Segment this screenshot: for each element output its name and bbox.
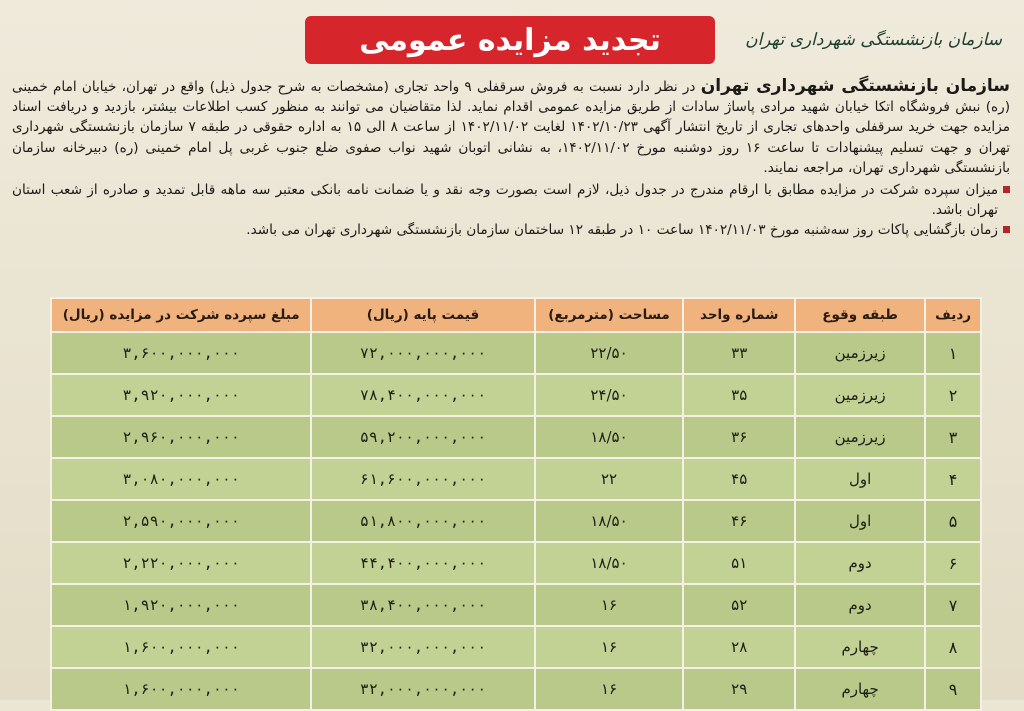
cell-row-number: ۱ bbox=[925, 332, 981, 374]
ad-header bbox=[0, 6, 1024, 72]
table-row bbox=[51, 542, 981, 584]
cell-area: ۱۸/۵۰ bbox=[535, 500, 684, 542]
cell-row-number: ۵ bbox=[925, 500, 981, 542]
table-row bbox=[51, 626, 981, 668]
cell-row-number: ۸ bbox=[925, 626, 981, 668]
cell-floor: اول bbox=[795, 500, 925, 542]
header-deposit: مبلغ سپرده شرکت در مزایده (ریال) bbox=[51, 298, 311, 332]
org-logo-text: سازمان بازنشستگی شهرداری تهران bbox=[745, 30, 1002, 50]
cell-floor: چهارم bbox=[795, 626, 925, 668]
opening-time-condition: زمان بازگشایی پاکات روز سه‌شنبه مورخ ۱۴۰۲/۱۱/۰۳ ساعت ۱۰ در طبقه ۱۲ ساختمان سازمان بازنشستگی شهرداری تهران می باشد. bbox=[12, 220, 1010, 240]
header-unit: شماره واحد bbox=[683, 298, 795, 332]
title-banner bbox=[305, 16, 715, 64]
cell-floor: دوم bbox=[795, 542, 925, 584]
cell-base-price: ۷۲,۰۰۰,۰۰۰,۰۰۰ bbox=[311, 332, 534, 374]
table-header-row bbox=[51, 298, 981, 332]
table-row bbox=[51, 458, 981, 500]
cell-deposit: ۱,۶۰۰,۰۰۰,۰۰۰ bbox=[51, 668, 311, 710]
org-name: سازمان بازنشستگی شهرداری تهران bbox=[700, 76, 1011, 96]
cell-deposit: ۱,۶۰۰,۰۰۰,۰۰۰ bbox=[51, 626, 311, 668]
cell-floor: زیرزمین bbox=[795, 332, 925, 374]
cell-unit: ۳۶ bbox=[683, 416, 795, 458]
cell-base-price: ۵۱,۸۰۰,۰۰۰,۰۰۰ bbox=[311, 500, 534, 542]
cell-row-number: ۹ bbox=[925, 668, 981, 710]
cell-area: ۲۲/۵۰ bbox=[535, 332, 684, 374]
cell-unit: ۴۵ bbox=[683, 458, 795, 500]
cell-unit: ۳۵ bbox=[683, 374, 795, 416]
cell-area: ۱۶ bbox=[535, 626, 684, 668]
cell-floor: چهارم bbox=[795, 668, 925, 710]
cell-unit: ۲۸ bbox=[683, 626, 795, 668]
intro-text: در نظر دارد نسبت به فروش سرقفلی ۹ واحد تجاری (مشخصات به شرح جدول ذیل) واقع در تهران، خیابان امام خمینی (ره) نبش فروشگاه اتکا خیابان شهید مرادی پاساژ سادات از طریق مزایده عمومی اقدام نماید. لذا متقاضیان می توانند به منظور کسب اطلاعات بیشتر، بازدید و دریافت اسناد مزایده جهت خرید سرقفلی واحدهای تجاری از تاریخ انتشار آگهی ۱۴۰۲/۱۰/۲۳ لغایت ۱۴۰۲/۱۱/۰۲ از ساعت ۸ الی ۱۵ به اداره حقوقی در طبقه ۷ سازمان بازنشستگی شهرداری تهران و جهت تسلیم پیشنهادات تا ساعت ۱۶ روز دوشنبه مورخ ۱۴۰۲/۱۱/۰۲، به نشانی اتوبان شهید نواب صفوی ضلع جنوب غربی پل امام خمینی (ره) دبیرخانه سازمان بازنشستگی شهرداری تهران، مراجعه نمایند. bbox=[12, 79, 1011, 176]
cell-base-price: ۳۲,۰۰۰,۰۰۰,۰۰۰ bbox=[311, 626, 534, 668]
cell-row-number: ۳ bbox=[925, 416, 981, 458]
cell-area: ۲۴/۵۰ bbox=[535, 374, 684, 416]
cell-unit: ۴۶ bbox=[683, 500, 795, 542]
cell-deposit: ۱,۹۲۰,۰۰۰,۰۰۰ bbox=[51, 584, 311, 626]
cell-deposit: ۳,۰۸۰,۰۰۰,۰۰۰ bbox=[51, 458, 311, 500]
cell-floor: اول bbox=[795, 458, 925, 500]
cell-base-price: ۵۹,۲۰۰,۰۰۰,۰۰۰ bbox=[311, 416, 534, 458]
cell-floor: زیرزمین bbox=[795, 374, 925, 416]
deposit-condition: میزان سپرده شرکت در مزایده مطابق با ارقام مندرج در جدول ذیل، لازم است بصورت وجه نقد و یا ضمانت نامه بانکی معتبر سه ماهه قابل تمدید و صادره از شعب استان تهران باشد. bbox=[12, 180, 1010, 220]
conditions-list bbox=[12, 180, 1010, 241]
cell-area: ۱۸/۵۰ bbox=[535, 542, 684, 584]
cell-area: ۲۲ bbox=[535, 458, 684, 500]
cell-unit: ۲۹ bbox=[683, 668, 795, 710]
cell-row-number: ۴ bbox=[925, 458, 981, 500]
cell-deposit: ۳,۶۰۰,۰۰۰,۰۰۰ bbox=[51, 332, 311, 374]
header-floor: طبقه وقوع bbox=[795, 298, 925, 332]
cell-row-number: ۶ bbox=[925, 542, 981, 584]
units-table-container bbox=[50, 297, 982, 699]
table-row bbox=[51, 332, 981, 374]
cell-floor: زیرزمین bbox=[795, 416, 925, 458]
cell-deposit: ۲,۹۶۰,۰۰۰,۰۰۰ bbox=[51, 416, 311, 458]
cell-row-number: ۲ bbox=[925, 374, 981, 416]
header-row-number: ردیف bbox=[925, 298, 981, 332]
table-row bbox=[51, 416, 981, 458]
table-row bbox=[51, 584, 981, 626]
header-base-price: قیمت پایه (ریال) bbox=[311, 298, 534, 332]
cell-base-price: ۶۱,۶۰۰,۰۰۰,۰۰۰ bbox=[311, 458, 534, 500]
cell-deposit: ۲,۲۲۰,۰۰۰,۰۰۰ bbox=[51, 542, 311, 584]
cell-base-price: ۴۴,۴۰۰,۰۰۰,۰۰۰ bbox=[311, 542, 534, 584]
org-logo bbox=[745, 12, 1010, 68]
header-area: مساحت (مترمربع) bbox=[535, 298, 684, 332]
cell-floor: دوم bbox=[795, 584, 925, 626]
cell-area: ۱۶ bbox=[535, 668, 684, 710]
cell-unit: ۵۱ bbox=[683, 542, 795, 584]
table-row bbox=[51, 374, 981, 416]
cell-base-price: ۳۲,۰۰۰,۰۰۰,۰۰۰ bbox=[311, 668, 534, 710]
cell-unit: ۵۲ bbox=[683, 584, 795, 626]
cell-deposit: ۳,۹۲۰,۰۰۰,۰۰۰ bbox=[51, 374, 311, 416]
intro-paragraph bbox=[12, 76, 1010, 178]
cell-unit: ۳۳ bbox=[683, 332, 795, 374]
cell-base-price: ۷۸,۴۰۰,۰۰۰,۰۰۰ bbox=[311, 374, 534, 416]
cell-base-price: ۳۸,۴۰۰,۰۰۰,۰۰۰ bbox=[311, 584, 534, 626]
units-table bbox=[50, 297, 982, 711]
cell-row-number: ۷ bbox=[925, 584, 981, 626]
cell-area: ۱۸/۵۰ bbox=[535, 416, 684, 458]
ad-body bbox=[12, 76, 1010, 241]
cell-deposit: ۲,۵۹۰,۰۰۰,۰۰۰ bbox=[51, 500, 311, 542]
ad-title: تجدید مزایده عمومی bbox=[359, 22, 661, 58]
cell-area: ۱۶ bbox=[535, 584, 684, 626]
table-row bbox=[51, 500, 981, 542]
table-row bbox=[51, 668, 981, 710]
